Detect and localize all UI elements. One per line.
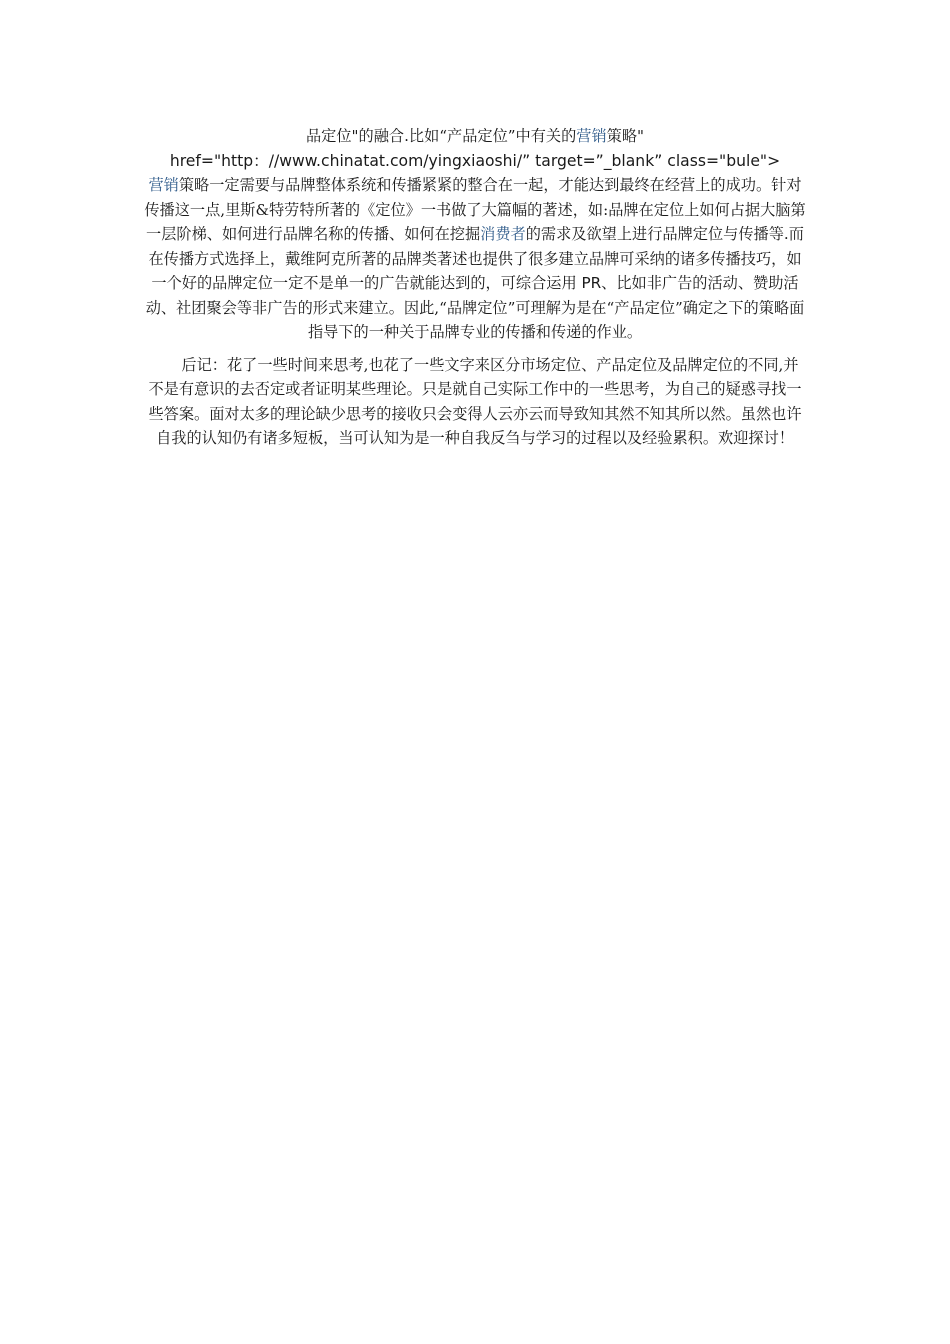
link-marketing-2[interactable]: 营销 — [148, 176, 179, 194]
paragraph1-text-3: 策略一定需要与品牌整体系统和传播紧紧的整合在一起，才能达到最终在经营上的成功。针对传播这一点,里斯&特劳特所著的《定位》一书做了大篇幅的著述，如:品牌在定位上如何占据大脑第一层阶梯、如何进行品牌名称的传播、如何在挖掘 — [144, 176, 806, 243]
paragraph1-text-pr: PR — [581, 274, 602, 292]
paragraph-afterword — [144, 353, 806, 451]
paragraph1-text-5: 、比如非广告的活动、赞助活动、社团聚会等非广告的形式来建立。因此,“品牌定位”可理解为是在“产品定位”确定之下的策略面指导下的一种关于品牌专业的传播和传递的作业。 — [145, 274, 805, 341]
document-body — [144, 124, 806, 451]
paragraph-brand-positioning — [144, 124, 806, 345]
link-consumer[interactable]: 消费者 — [480, 225, 526, 243]
paragraph1-text-4: 的需求及欲望上进行品牌定位与传播等.而在传播方式选择上，戴维阿克所著的品牌类著述也提供了很多建立品牌可采纳的诸多传播技巧，如一个好的品牌定位一定不是单一的广告就能达到的，可综合运用 — [148, 225, 804, 292]
paragraph2-text: 后记：花了一些时间来思考,也花了一些文字来区分市场定位、产品定位及品牌定位的不同,并不是有意识的去否定或者证明某些理论。只是就自己实际工作中的一些思考，为自己的疑惑寻找一些答案。面对太多的理论缺少思考的接收只会变得人云亦云而导致知其然不知其所以然。虽然也许自我的认知仍有诸多短板，当可认知为是一种自我反刍与学习的过程以及经验累积。欢迎探讨！ — [148, 355, 802, 447]
paragraph1-text-2: 策略" — [606, 127, 645, 145]
raw-href-text: href="http：//www.chinatat.com/yingxiaoshi/” target=”_blank” class="bule"> — [169, 151, 781, 170]
paragraph1-text-1: 品定位"的融合.比如“产品定位”中有关的 — [305, 127, 577, 145]
link-marketing[interactable]: 营销 — [576, 127, 607, 145]
